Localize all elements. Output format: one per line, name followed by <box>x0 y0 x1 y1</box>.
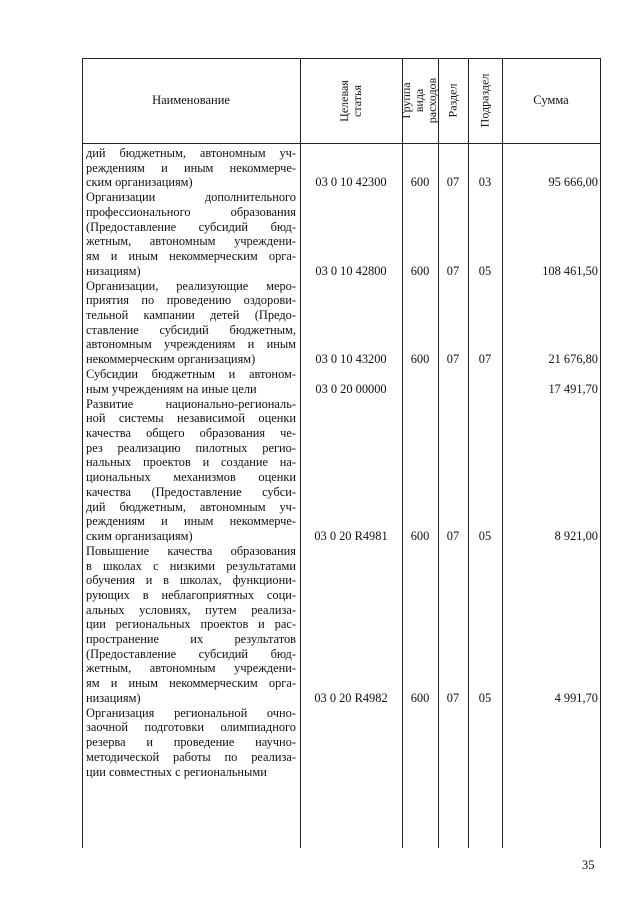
row-code: 03 0 20 R4981 <box>314 528 388 543</box>
row-group: 600 <box>410 263 430 278</box>
table-row <box>82 544 600 706</box>
row-name <box>86 367 296 396</box>
row-group: 600 <box>410 352 430 367</box>
row-name-line: ции совместных с региональными <box>86 764 267 779</box>
row-name-line: резерва и проведение научно- <box>86 735 296 750</box>
table-row <box>82 146 600 190</box>
row-name-line: ским организациям) <box>86 175 193 190</box>
row-name-line: ным учреждениям на иные цели <box>86 381 257 396</box>
row-name-line: низациям) <box>86 690 141 705</box>
row-name-line: Развитие национально-региональ- <box>86 396 296 411</box>
row-name-line: низациям) <box>86 263 141 278</box>
header-subsection: Подраздел <box>477 73 492 128</box>
row-name-line: ям и иным некоммерческим орга- <box>86 676 296 691</box>
header-group: Группа вида расходов <box>399 77 440 124</box>
row-name-line: ции региональных проектов и рас- <box>86 617 296 632</box>
row-name-line: ским организациям) <box>86 528 193 543</box>
row-sum: 108 461,50 <box>542 263 598 278</box>
row-code: 03 0 10 42800 <box>315 263 387 278</box>
row-code: 03 0 20 00000 <box>315 381 387 396</box>
row-name-line: циональных механизмов оценки <box>86 470 296 485</box>
header-subsection-cell <box>468 58 502 143</box>
row-name-line: дий бюджетным, автономным уч- <box>86 499 296 514</box>
row-name-line: альных условиях, путем реализа- <box>86 602 296 617</box>
header-group-cell <box>399 58 440 143</box>
row-name-line: обучения и в школах, функциони- <box>86 573 296 588</box>
row-section: 07 <box>446 352 460 367</box>
row-name-line: (Предоставление субсидий бюд- <box>86 219 296 234</box>
page-number: 35 <box>582 858 595 872</box>
row-name-line: качества (Предоставление субси- <box>86 484 296 499</box>
row-name-line: тельной кампании детей (Предо- <box>86 308 296 323</box>
row-name-line: автономным учреждениям и иным <box>86 337 296 352</box>
row-name <box>86 706 296 779</box>
row-name-line: ям и иным некоммерческим орга- <box>86 249 296 264</box>
row-section: 07 <box>446 528 460 543</box>
row-name-line: (Предоставление субсидий бюд- <box>86 646 296 661</box>
row-name <box>86 190 296 278</box>
table-border-right <box>600 58 601 848</box>
row-name-line: Повышение качества образования <box>86 543 296 558</box>
row-section: 07 <box>446 690 460 705</box>
row-name-line: реждениям и иным некоммерче- <box>86 160 296 175</box>
row-name-line: методической работы по реализа- <box>86 749 296 764</box>
row-name-line: рующих в неблагоприятных соци- <box>86 587 296 602</box>
row-subsection: 05 <box>478 263 492 278</box>
header-code: Целевая статья <box>337 79 364 122</box>
row-name-line: рез реализацию пилотных регио- <box>86 440 296 455</box>
row-sum: 17 491,70 <box>548 381 598 396</box>
row-sum: 4 991,70 <box>554 690 598 705</box>
row-name-line: Организации дополнительного <box>86 190 296 205</box>
row-section: 07 <box>446 263 460 278</box>
row-name <box>86 544 296 706</box>
table-row <box>82 279 600 367</box>
table-row <box>82 706 600 780</box>
row-name-line: профессионального образования <box>86 204 296 219</box>
row-name-line: нальных проектов и создание на- <box>86 455 296 470</box>
row-name-line: жетным, автономным учреждени- <box>86 661 296 676</box>
row-name-line: ставление субсидий бюджетным, <box>86 322 296 337</box>
header-section: Раздел <box>445 83 460 118</box>
row-sum: 21 676,80 <box>548 352 598 367</box>
row-name-line: дий бюджетным, автономным уч- <box>86 146 296 160</box>
row-name-line: Организация региональной очно- <box>86 705 296 720</box>
row-subsection: 07 <box>478 352 492 367</box>
row-sum: 8 921,00 <box>554 528 598 543</box>
row-subsection: 05 <box>478 528 492 543</box>
row-name-line: жетным, автономным учреждени- <box>86 234 296 249</box>
row-name-line: реждениям и иным некоммерче- <box>86 514 296 529</box>
row-name-line: Субсидии бюджетным и автоном- <box>86 367 296 382</box>
header-code-cell <box>300 58 402 143</box>
row-group: 600 <box>410 690 430 705</box>
row-name-line: заочной подготовки олимпиадного <box>86 720 296 735</box>
row-name-line: приятия по проведению оздорови- <box>86 293 296 308</box>
row-section: 07 <box>446 175 460 190</box>
row-name-line: ной системы независимой оценки <box>86 411 296 426</box>
row-name-line: качества общего образования че- <box>86 426 296 441</box>
row-code: 03 0 10 42300 <box>315 175 387 190</box>
row-name-line: Организации, реализующие меро- <box>86 278 296 293</box>
header-name: Наименование <box>152 93 230 107</box>
row-name <box>86 279 296 367</box>
row-name-line: в школах с низкими результатами <box>86 558 296 573</box>
row-group: 600 <box>410 528 430 543</box>
row-name <box>86 146 296 190</box>
row-subsection: 03 <box>478 175 492 190</box>
row-sum: 95 666,00 <box>548 175 598 190</box>
header-divider <box>82 143 600 144</box>
row-subsection: 05 <box>478 690 492 705</box>
table-row <box>82 190 600 278</box>
row-name-line: пространение их результатов <box>86 632 296 647</box>
table-row <box>82 367 600 396</box>
row-group: 600 <box>410 175 430 190</box>
table-row <box>82 397 600 544</box>
header-sum: Сумма <box>533 93 569 107</box>
row-code: 03 0 20 R4982 <box>314 690 388 705</box>
row-name <box>86 397 296 544</box>
row-code: 03 0 10 43200 <box>315 352 387 367</box>
budget-table <box>82 58 600 848</box>
header-section-cell <box>438 58 468 143</box>
row-name-line: некоммерческим организациям) <box>86 352 256 367</box>
